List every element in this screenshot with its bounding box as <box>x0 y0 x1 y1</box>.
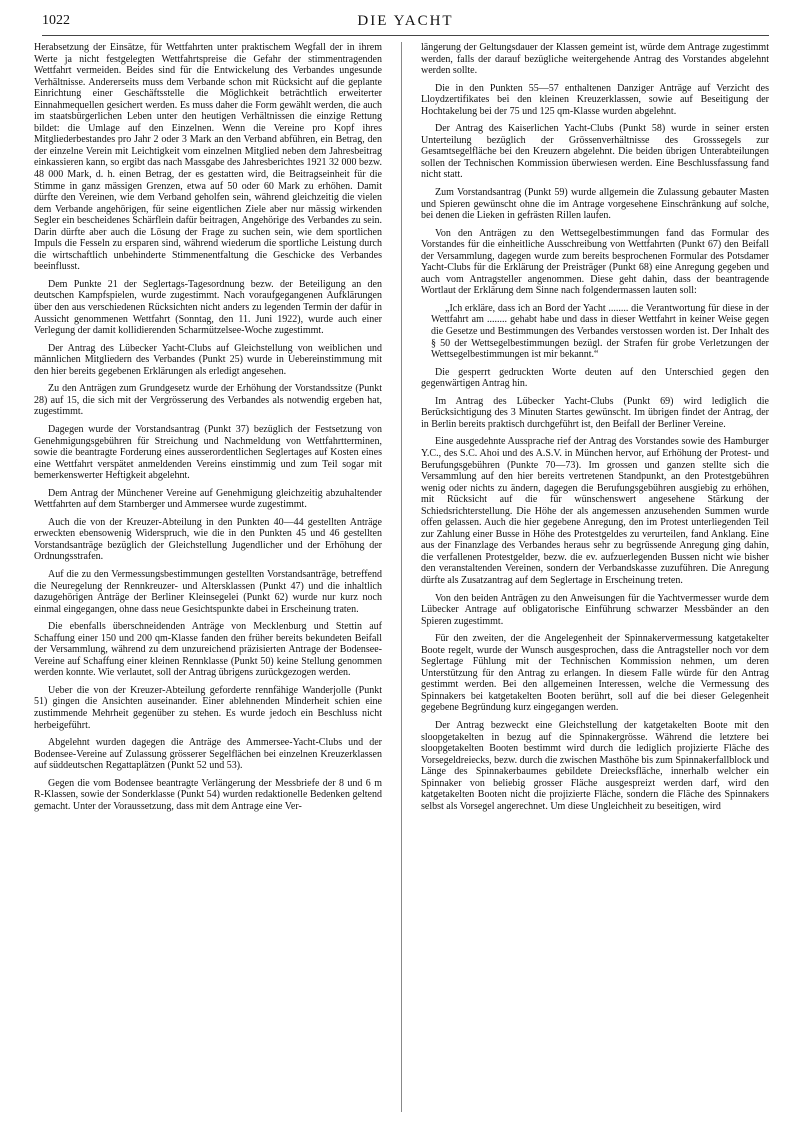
paragraph: Der Antrag des Kaiserlichen Yacht-Clubs (Punkt 58) wurde in seiner ersten Unterteilung bezüglich der Grössenverhältnisse des Grosssegels zur Gesamtsegelfläche bei den Kreuzern abgelehnt. Die beiden übrigen Unterabteilungen sollen der Technischen Kommission überwiesen werden. Eine Beschlussfassung fand nicht statt. <box>421 123 769 181</box>
paragraph: Auch die von der Kreuzer-Abteilung in den Punkten 40—44 gestellten Anträge erweckten ebensowenig Widerspruch, wie die in den Punkten 45 und 46 gestellten Vorstandsanträge bezüglich der Gleichstellung Jugendlicher und der Erhöhung der Ordnungsstrafen. <box>34 516 382 563</box>
column-divider <box>401 42 402 1112</box>
page-header <box>42 13 769 36</box>
paragraph: Herabsetzung der Einsätze, für Wettfahrten unter praktischem Wegfall der in ihrem Werte ja nicht festgelegten Wettfahrtspreise die Gefahr der stimmentragenden Wettfahrt vermeiden. Beides sind für die Entwickelung des Verbandes ungesunde Verhältnisse. Andererseits muss dem Verbande schon mit Rücksicht auf die geplante Einrichtung einer Geschäftsstelle die Möglichkeit beträchtlich erweiterter Einnahmequellen gesichert werden. Es muss daher die Form gewählt werden, die auch im staatsbürgerlichen Leben unter den heutigen Verhältnissen die einzige Rettung bildet: die Umlage auf den Einzelnen. Wenn die Vereine pro Kopf ihres Mitgliederbestandes pro Jahr 2 oder 3 Mark an den Verband abführen, ein Betrag, den der einzelne Verein mit Leichtigkeit vom einzelnen Mitglied neben dem Jahresbeitrag einkassieren kann, so ergibt das nach Massgabe des Jahresberichtes 1921 32 000 bezw. 48 000 Mark, d. h. einen Betrag, der es gestatten wird, die Beitragseinheit für die Stimme in ganz mässigen Grenzen, etwa auf 50 oder 60 Mark zu erhöhen. Damit dürfte den Vereinen, wie dem Verband geholfen sein, während gleichzeitig die vielen dem Verbande angehörigen, für seine eigentlichen Ziele aber nur mässig wirkenden Segler ein bescheidenes Schärflein dafür beitragen, Angehörige des Verbandes zu sein. Darin dürfte aber auch die Lösung der Frage zu suchen sein, wie dem sportlichen Impuls die Fesseln zu ersparen sind, während wiederum die sportliche Leistung durch die wirtschaftlich unbehinderte Stimmenentfaltung die Geschicke des Verbandes beeinflusst. <box>34 42 382 273</box>
paragraph: Zu den Anträgen zum Grundgesetz wurde der Erhöhung der Vorstandssitze (Punkt 28) auf 15, die sich mit der Vergrösserung des Verbandes als notwendig ergeben hat, zugestimmt. <box>34 383 382 418</box>
paragraph: Von den beiden Anträgen zu den Anweisungen für die Yachtvermesser wurde dem Lübecker Antrage auf obligatorische Einführung schwarzer Messbänder an den Spieren zugestimmt. <box>421 592 769 627</box>
paragraph: längerung der Geltungsdauer der Klassen gemeint ist, würde dem Antrage zugestimmt werden, falls der darauf bezügliche weitergehende Antrag des Vorstandes abgelehnt werden sollte. <box>421 42 769 77</box>
right-column <box>421 42 769 818</box>
paragraph: Der Antrag des Lübecker Yacht-Clubs auf Gleichstellung von weiblichen und männlichen Mitgliedern des Verbandes (Punkt 25) wurde in Uebereinstimmung mit den hier bereits gegebenen Erklärungen als erledigt angesehen. <box>34 342 382 377</box>
paragraph: Eine ausgedehnte Aussprache rief der Antrag des Vorstandes sowie des Hamburger Y.C., des S.C. Ahoi und des A.S.V. in München hervor, auf Erhöhung der Protest- und Berufungsgebühren (Punkte 70—73). Im grossen und ganzen stellte sich die Versammlung auf den hier bereits vertretenen Standpunkt, an den Protestgebühren wenig oder nichts zu ändern, dagegen die Berufungsgebühren ausgiebig zu erhöhen, mit Rücksicht auf die für wünschenswert angesehene Stärkung der Schiedsrichterstellung. Die Höhe der als angemessen anzusehenden Summen wurde offen gelassen. Auch die hier gegebene Anregung, den im Protest unterliegenden Teil zur Zahlung einer Busse in Höhe des Protestgeldes zu verurteilen, fand Anklang. Eine aus der Finanzlage des Verbandes heraus sehr zu begrüssende Anregung ging dahin, die verfallenen Protestgelder, bezw. die ev. aufzuerlegenden Bussen nicht wie bisher den veranstaltenden Vereinen, sondern der Verbandskasse zuzuführen. Die Anregung dürfte als Zusatzantrag auf dem Seglertage in Erscheinung treten. <box>421 436 769 586</box>
paragraph: Dagegen wurde der Vorstandsantrag (Punkt 37) bezüglich der Festsetzung von Genehmigungsgebühren für Streichung und Nachmeldung von Wettfahrtterminen, sowie die beantragte Forderung eines ausserordentlichen Seglertages auf Kosten eines eine Wettfahrt verspätet anmeldenden Vereins einstimmig und zum Teil sogar mit bemerkenswerter Heftigkeit abgelehnt. <box>34 423 382 482</box>
paragraph: Für den zweiten, der die Angelegenheit der Spinnakervermessung katgetakelter Boote regelt, wurde der Wunsch ausgesprochen, dass die Antragsteller noch vor dem Seglertage Fühlung mit der Technischen Kommission nehmen, um deren Unterstützung für den Antrag zu erlangen. In diesem Falle würde für den Antrag gestimmt werden. Bei den allgemeinen Interessen, welche die Vermessung des Spinnakers bei katgetakelten Booten berührt, soll auf die bei dieser Gelegenheit gegebene Begründung kurz eingegangen werden. <box>421 633 769 714</box>
journal-title: DIE YACHT <box>357 13 454 29</box>
paragraph: Ueber die von der Kreuzer-Abteilung geforderte rennfähige Wanderjolle (Punkt 51) gingen die Ansichten auseinander. Einer ablehnenden Minderheit schien eine zustimmende Mehrheit gegenüber zu stehen. Es wurde jedoch ein Beschluss nicht herbeigeführt. <box>34 684 382 731</box>
paragraph: Der Antrag bezweckt eine Gleichstellung der katgetakelten Boote mit den sloopgetakelten in bezug auf die Spinnakergrösse. Während die letztere bei sloopgetakelten Booten bestimmt wird durch die lediglich projizierte Fläche des Vorsegeldreiecks, bezw. durch die zwischen Masthöhe bis zum Spinnakerfallblock und Länge des Spinnakerbaumes gebildete Dreiecksfläche, innerhalb welcher ein Spinnaker von beliebig grosser Fläche ausgespreizt werden darf, wird den katgetakelten Booten nicht die projizierte Fläche, sondern die Fläche des Spinnakers selbst als Vorsegel angerechnet. Um diese Ungleichheit zu beseitigen, wird <box>421 719 769 812</box>
paragraph: Von den Anträgen zu den Wettsegelbestimmungen fand das Formular des Vorstandes für die einheitliche Ausschreibung von Wettfahrten (Punkt 67) den Beifall der Versammlung, dagegen wurde zum bereits besprochenen Formular des Potsdamer Yacht-Clubs für die Erklärung der Preisträger (Punkt 68) eine Anregung gegeben und auch vom Antragsteller angenommen. Diese geht dahin, dass der beantragende Wortlaut der Erklärung dem Sinne nach folgendermassen lauten soll: <box>421 227 769 297</box>
quoted-declaration: „Ich erkläre, dass ich an Bord der Yacht ........ die Verantwortung für diese in der Wettfahrt am ........ gehabt habe und dass in dieser Wettfahrt in keiner Weise gegen die Gesetze und Bestimmungen des Verbandes verstossen worden ist. Der Inhalt des § 50 der Wettsegelbestimmungen bezügl. der Strafen für grobe Verletzungen der Wettsegelbestimmungen ist mir bekannt.“ <box>431 302 769 361</box>
paragraph: Zum Vorstandsantrag (Punkt 59) wurde allgemein die Zulassung gebauter Masten und Spieren gewünscht ohne die im Antrage vorgesehene Einschränkung auf solche, bei denen die Lieken in gefrästen Rillen laufen. <box>421 187 769 222</box>
paragraph: Die gesperrt gedruckten Worte deuten auf den Unterschied gegen den gegenwärtigen Antrag hin. <box>421 366 769 390</box>
left-column <box>34 42 382 818</box>
paragraph: Dem Punkte 21 der Seglertags-Tagesordnung bezw. der Beteiligung an den deutschen Kampfspielen, wurde zugestimmt. Nach voraufgegangenen Aufklärungen über den aus verschiedenen Rücksichten nicht anders zu legenden Termin der dafür in Aussicht genommenen Wettfahrt (Sonntag, den 11. Juni 1922), wurde auch einer Verlegung der damit kollidierenden Scharmützelsee-Woche zugestimmt. <box>34 278 382 337</box>
page-number: 1022 <box>42 13 70 28</box>
paragraph: Auf die zu den Vermessungsbestimmungen gestellten Vorstandsanträge, betreffend die Neuregelung der Rennkreuzer- und Altersklassen (Punkt 47) und die inhaltlich dazugehörigen Anträge der Berliner Kleinsegelei (Punkt 62) wurde nur kurz noch einmal eingegangen, ohne dass neue Gesichtspunkte dabei in Erscheinung traten. <box>34 568 382 615</box>
paragraph: Die ebenfalls überschneidenden Anträge von Mecklenburg und Stettin auf Schaffung einer 150 und 200 qm-Klasse fanden den früher bereits bekundeten Beifall der Versammlung, während zu dem unzureichend präzisierten Antrage der Bodensee-Vereine auf Schaffung einer kleinen Rennklasse (Punkt 50) keine Stellung genommen werden konnte. Wie verlautet, soll der Antrag übrigens zurückgezogen werden. <box>34 621 382 679</box>
paragraph: Dem Antrag der Münchener Vereine auf Genehmigung gleichzeitig abzuhaltender Wettfahrten auf dem Starnberger und Ammersee wurde zugestimmt. <box>34 487 382 511</box>
paragraph: Abgelehnt wurden dagegen die Anträge des Ammersee-Yacht-Clubs und der Bodensee-Vereine auf Zulassung grösserer Segelflächen bei einzelnen Kreuzerklassen auf süddeutschen Regattaplätzen (Punkt 52 und 53). <box>34 737 382 772</box>
paragraph: Die in den Punkten 55—57 enthaltenen Danziger Anträge auf Verzicht des Lloydzertifikates bei den kleinen Kreuzerklassen, sowie auf Beseitigung der Hochtakelung bei der 75 und 125 qm-Klasse wurden abgelehnt. <box>421 82 769 117</box>
paragraph: Gegen die vom Bodensee beantragte Verlängerung der Messbriefe der 8 und 6 m R-Klassen, sowie der Sonderklasse (Punkt 54) wurden redaktionelle Bedenken geltend gemacht. Unter der Voraussetzung, dass mit dem Antrage eine Ver- <box>34 777 382 812</box>
paragraph: Im Antrag des Lübecker Yacht-Clubs (Punkt 69) wird lediglich die Berücksichtigung des 3 Minuten Startes gewünscht. Im übrigen findet der Antrag, der in Berlin bereits praktisch durchgeführt ist, den Beifall der Berliner Vereine. <box>421 395 769 430</box>
